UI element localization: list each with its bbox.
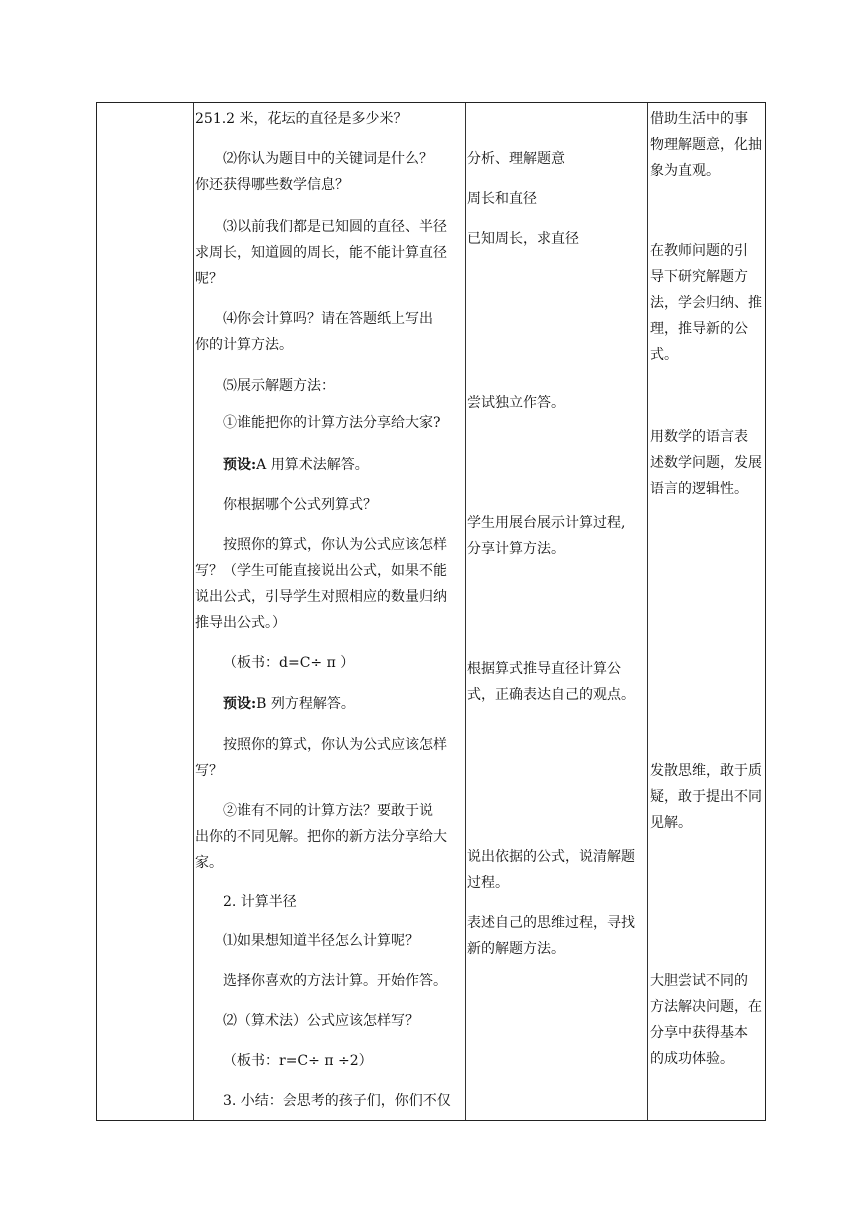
text-line: 的成功体验。 [650,1051,734,1067]
text-line: 借助生活中的事 [650,111,748,127]
text-line: ②谁有不同的计算方法？要敢于说 [223,803,433,819]
text-line: 说出公式，引导学生对照相应的数量归纳 [195,589,447,605]
text-line: 分享中获得基本 [650,1025,748,1041]
text-line: 式，正确表达自己的观点。 [467,687,635,703]
text-line: 方法解决问题，在 [650,999,762,1015]
text-line: 写？ [195,763,223,779]
text-line: 尝试独立作答。 [467,395,565,411]
text-line [223,692,355,718]
text-line: ⑴如果想知道半径怎么计算呢？ [223,933,419,949]
text-line: 发散思维，敢于质 [650,763,762,779]
text-line: 你的计算方法。 [195,337,293,353]
text-line: 求周长，知道圆的周长，能不能计算直径 [195,245,447,261]
text-line: ⑷你会计算吗？请在答题纸上写出 [223,311,433,327]
text-line: ⑵（算术法）公式应该怎样写？ [223,1013,419,1029]
lesson-plan-table [96,102,766,1121]
text-line: 写？（学生可能直接说出公式，如果不能 [195,563,447,579]
text-line: （板书：d=C÷ π ） [223,655,355,671]
text-line: 在教师问题的引 [650,243,748,259]
text-line: 见解。 [650,815,692,831]
text-line: 新的解题方法。 [467,941,565,957]
column-design-intent [647,103,765,1120]
text-line: 理，推导新的公 [650,321,748,337]
text-line: 你还获得哪些数学信息？ [195,177,349,193]
text-line [223,453,369,479]
preset-label: 预设: [223,696,257,712]
text-line: 分析、理解题意 [467,151,565,167]
text-line: 述数学问题，发展 [650,455,762,471]
text-line: 选择你喜欢的方法计算。开始作答。 [223,973,447,989]
text-line: 3. 小结：会思考的孩子们，你们不仅 [223,1093,451,1109]
text-line: 用数学的语言表 [650,429,748,445]
text-line: 过程。 [467,875,509,891]
text-line: ⑶以前我们都是已知圆的直径、半径 [223,219,447,235]
text-line: 式。 [650,347,678,363]
text-line: ①谁能把你的计算方法分享给大家? [223,415,441,431]
text-line: 表述自己的思维过程，寻找 [467,915,635,931]
text-line: 按照你的算式，你认为公式应该怎样 [223,737,447,753]
text-line: 251.2 米，花坛的直径是多少米？ [195,111,408,127]
text-line: 导下研究解题方 [650,269,748,285]
text-line: 象为直观。 [650,163,720,179]
column-empty [97,103,193,1120]
text-line: 物理解题意，化抽 [650,137,762,153]
text-line: ⑵你认为题目中的关键词是什么？ [223,151,433,167]
text-line: 根据算式推导直径计算公 [467,661,621,677]
text-line: 大胆尝试不同的 [650,973,748,989]
text-line: 学生用展台展示计算过程, [467,515,626,531]
text-line: 推导出公式。） [195,615,286,631]
column-student-activity [465,103,647,1120]
preset-label: 预设: [223,457,257,473]
text-line: 分享计算方法。 [467,541,565,557]
preset-text: B 列方程解答。 [256,696,355,712]
text-line: 法，学会归纳、推 [650,295,762,311]
text-line: ⑸展示解题方法： [223,378,335,394]
text-line: 已知周长，求直径 [467,231,579,247]
text-line: 家。 [195,855,223,871]
text-line: （板书：r=C÷ π ÷2） [223,1053,373,1069]
text-line: 呢？ [195,271,223,287]
text-line: 出你的不同见解。把你的新方法分享给大 [195,829,447,845]
text-line: 说出依据的公式，说清解题 [467,849,635,865]
preset-text: A 用算术法解答。 [256,457,369,473]
text-line: 2. 计算半径 [223,894,297,910]
text-line: 疑，敢于提出不同 [650,789,762,805]
text-line: 你根据哪个公式列算式？ [223,497,377,513]
column-teacher-activity [193,103,465,1120]
text-line: 语言的逻辑性。 [650,481,748,497]
text-line: 按照你的算式，你认为公式应该怎样 [223,537,447,553]
text-line: 周长和直径 [467,191,537,207]
